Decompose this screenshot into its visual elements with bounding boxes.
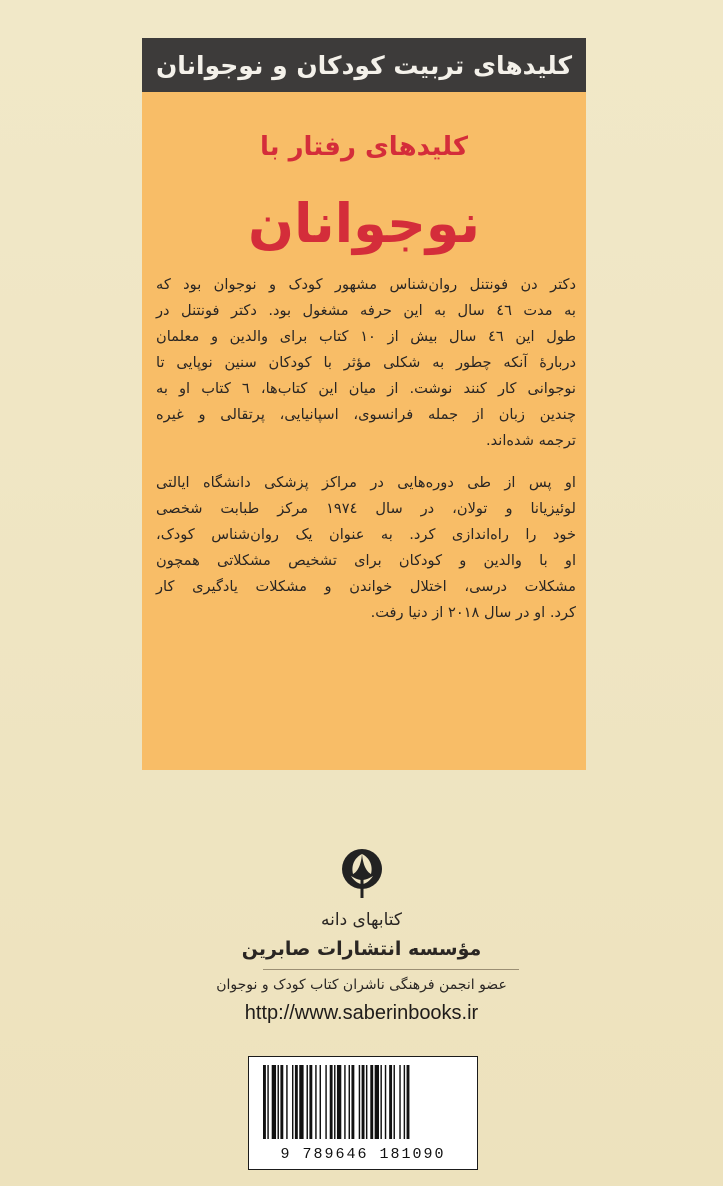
book-title: نوجوانان [247, 192, 481, 255]
text-line: چندین زبان از جمله فرانسوی، اسپانیایی، پرتقالی و غیره [156, 406, 576, 423]
divider [263, 969, 519, 970]
leaf-seed-logo-icon [341, 848, 383, 902]
imprint-name: کتابهای دانه [321, 910, 402, 930]
author-bio-paragraph-1 [142, 272, 586, 454]
publisher-membership: عضو انجمن فرهنگی ناشران کتاب کودک و نوجوان [216, 977, 507, 993]
text-line: به مدت ٤٦ سال به این حرفه مشغول بود. دکتر فونتنل در [156, 302, 576, 319]
series-title-bar [142, 38, 586, 92]
isbn-barcode [248, 1056, 478, 1170]
text-line: او پس از طی دوره‌هایی در مراکز پزشکی دانشگاه ایالتی [156, 474, 576, 491]
publisher-url: http://www.saberinbooks.ir [244, 1002, 479, 1024]
text-line: نوجوانی کار کنند نوشت. از میان این کتاب‌ها، ٦ کتاب او به [156, 380, 576, 397]
series-title: کلیدهای تربیت کودکان و نوجوانان [155, 50, 573, 80]
text-line: او با والدین و کودکان برای تشخیص مشکلاتی همچون [156, 552, 576, 569]
text-line: مشکلات درسی، اختلال خواندن و مشکلات یادگیری کار [156, 578, 576, 595]
barcode-bars [261, 1065, 467, 1139]
text-line: خود را راه‌اندازی کرد. به عنوان یک روان‌شناس کودک، [156, 526, 576, 543]
isbn-digits: 9 789646 181090 [280, 1146, 446, 1163]
text-line: کرد. او در سال ٢٠١٨ از دنیا رفت. [370, 604, 576, 621]
text-line: لوئیزیانا و تولان، در سال ١٩٧٤ مرکز طبابت شخصی [156, 500, 576, 517]
description-panel [142, 92, 586, 770]
text-line: دکتر دن فونتنل روان‌شناس مشهور کودک و نوجوان بود که [156, 276, 576, 293]
text-line: دربارهٔ آنکه چطور به شکلی مؤثر با کودکان سنین نوپایی تا [156, 354, 576, 371]
text-line: طول این ٤٦ سال بیش از ١٠ کتاب برای والدین و معلمان [156, 328, 577, 345]
author-bio-paragraph-2 [142, 470, 586, 626]
book-subtitle: کلیدهای رفتار با [260, 132, 468, 162]
publisher-name: مؤسسه انتشارات صابرین [241, 938, 482, 960]
text-line: ترجمه شده‌اند. [486, 432, 576, 449]
